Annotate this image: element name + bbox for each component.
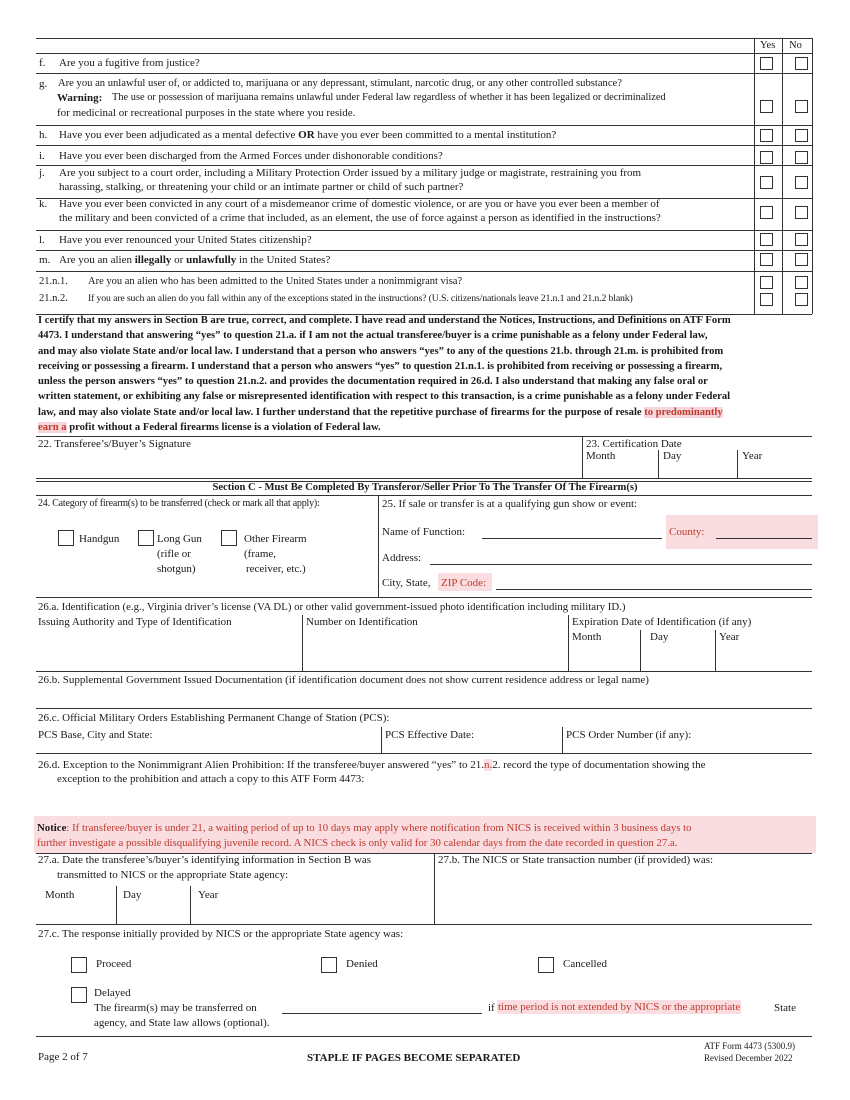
question-h-text-b: have you ever been committed to a mental institution? bbox=[317, 129, 557, 141]
question-g-no-checkbox[interactable] bbox=[795, 100, 808, 113]
question-m-text bbox=[59, 253, 330, 267]
question-g-warning-text: The use or possession of marijuana remains unlawful under Federal law regardless of whether it has been legalized or decriminalized bbox=[112, 92, 666, 103]
certification-date-month-label: Month bbox=[586, 450, 616, 462]
q26d-label-2: exception to the prohibition and attach a copy to this ATF Form 4473: bbox=[57, 773, 365, 785]
question-h-text bbox=[59, 128, 556, 142]
question-g-number: g. bbox=[39, 78, 48, 90]
certification-line: profit without a Federal firearms license is a violation of Federal law. bbox=[69, 422, 381, 434]
transfer-condition-text: agency, and State law allows (optional). bbox=[94, 1017, 270, 1029]
issuing-authority-label: Issuing Authority and Type of Identification bbox=[38, 616, 232, 628]
q26d-highlight: n. bbox=[484, 759, 493, 771]
question-f-yes-checkbox[interactable] bbox=[760, 57, 773, 70]
question-i-number: i. bbox=[39, 150, 45, 162]
q25-label: 25. If sale or transfer is at a qualifying gun show or event: bbox=[382, 498, 638, 510]
q26b-label: 26.b. Supplemental Government Issued Documentation (if identification document does not show current residence address or legal name) bbox=[38, 674, 649, 686]
transfer-state-text: State bbox=[774, 1002, 796, 1014]
question-n2-number: 21.n.2. bbox=[39, 293, 68, 304]
function-name-field[interactable] bbox=[482, 538, 662, 539]
other-firearm-sublabel: (frame, bbox=[244, 548, 277, 560]
question-f-number: f. bbox=[39, 57, 46, 69]
question-h-text-a: Have you ever been adjudicated as a mental defective bbox=[59, 129, 296, 141]
certification-line: unless the person answers “yes” to question 21.n.2. and provides the documentation required in 26.d. I also understand that making any false oral or bbox=[38, 376, 708, 388]
certification-date-year-label: Year bbox=[742, 450, 763, 462]
question-h-or: OR bbox=[298, 129, 315, 141]
signature-field[interactable] bbox=[36, 450, 581, 478]
question-j-no-checkbox[interactable] bbox=[795, 176, 808, 189]
notice-label: Notice bbox=[37, 822, 67, 834]
question-l-number: l. bbox=[39, 234, 45, 246]
id-number-label: Number on Identification bbox=[306, 616, 418, 628]
question-n1-yes-checkbox[interactable] bbox=[760, 276, 773, 289]
handgun-label: Handgun bbox=[79, 533, 120, 545]
question-f-no-checkbox[interactable] bbox=[795, 57, 808, 70]
transfer-date-text: The firearm(s) may be transferred on bbox=[94, 1002, 257, 1014]
transfer-highlight-text: time period is not extended by NICS or the appropriate bbox=[498, 1001, 741, 1013]
question-i-yes-checkbox[interactable] bbox=[760, 151, 773, 164]
pcs-effective-label: PCS Effective Date: bbox=[385, 729, 474, 741]
question-m-or: or bbox=[174, 254, 184, 266]
question-n2-text: If you are such an alien do you fall within any of the exceptions stated in the instructions? (U.S. citizens/nationals leave 21.n.1 and 21.n.2 blank) bbox=[88, 293, 633, 304]
certification-highlight: to predominantly bbox=[644, 406, 723, 418]
question-n2-yes-checkbox[interactable] bbox=[760, 293, 773, 306]
question-m-no-checkbox[interactable] bbox=[795, 253, 808, 266]
long-gun-sublabel: (rifle or bbox=[157, 548, 191, 560]
proceed-checkbox[interactable] bbox=[71, 957, 87, 973]
long-gun-label: Long Gun bbox=[157, 533, 202, 545]
certification-date-label: 23. Certification Date bbox=[586, 438, 682, 450]
cancelled-label: Cancelled bbox=[563, 958, 607, 970]
transfer-date-field[interactable] bbox=[282, 1013, 482, 1014]
yes-header: Yes bbox=[760, 40, 776, 51]
city-state-zip-field[interactable] bbox=[496, 589, 812, 590]
question-m-unlawfully: unlawfully bbox=[186, 254, 237, 266]
staple-notice: STAPLE IF PAGES BECOME SEPARATED bbox=[307, 1052, 521, 1064]
question-n1-no-checkbox[interactable] bbox=[795, 276, 808, 289]
question-m-text-b: in the United States? bbox=[238, 254, 331, 266]
notice-line-2: further investigate a possible disqualifying juvenile record. A NICS check is only valid for 30 calendar days from the date recorded in question 27.a. bbox=[37, 837, 678, 849]
question-i-text: Have you ever been discharged from the Armed Forces under dishonorable conditions? bbox=[59, 150, 443, 162]
question-m-number: m. bbox=[39, 254, 51, 266]
form-number: ATF Form 4473 (5300.9) bbox=[704, 1041, 796, 1051]
q27a-label: 27.a. Date the transferee’s/buyer’s identifying information in Section B was bbox=[38, 854, 372, 866]
transfer-if-text: if bbox=[488, 1002, 495, 1014]
county-field[interactable] bbox=[716, 538, 812, 539]
cancelled-checkbox[interactable] bbox=[538, 957, 554, 973]
question-g-text: Are you an unlawful user of, or addicted to, marijuana or any depressant, stimulant, narcotic drug, or any other controlled substance? bbox=[58, 78, 622, 89]
certification-line: and may also violate State and/or local law. I understand that a person who answers “yes” to any of the questions 21.b. through 21.m. is prohibited from bbox=[38, 345, 724, 357]
delayed-checkbox[interactable] bbox=[71, 987, 87, 1003]
page-number: Page 2 of 7 bbox=[38, 1051, 88, 1063]
expiration-label: Expiration Date of Identification (if any) bbox=[572, 616, 752, 628]
q27a-day-label: Day bbox=[123, 889, 142, 901]
q26d-text-b: 2. record the type of documentation showing the bbox=[492, 759, 706, 771]
question-k-text-2: the military and been convicted of a crime that included, as an element, the use of force against a person as identified in the instructions? bbox=[59, 212, 661, 224]
q26d-label bbox=[38, 758, 705, 772]
section-c-title: Section C - Must Be Completed By Transferor/Seller Prior To The Transfer Of The Firearm(s) bbox=[212, 482, 638, 493]
other-firearm-label: Other Firearm bbox=[244, 533, 307, 545]
q27a-year-label: Year bbox=[198, 889, 219, 901]
notice-text: : If transferee/buyer is under 21, a waiting period of up to 10 days may apply where notification from NICS is received within 3 business days to bbox=[66, 822, 692, 834]
question-j-yes-checkbox[interactable] bbox=[760, 176, 773, 189]
certification-line: receiving or possessing a firearm. I understand that a person who answers “yes” to question 21.n.1. is prohibited from receiving or possessing a firearm, bbox=[38, 360, 723, 372]
denied-checkbox[interactable] bbox=[321, 957, 337, 973]
certification-highlight: earn a bbox=[38, 422, 67, 434]
revision-date: Revised December 2022 bbox=[704, 1053, 793, 1063]
pcs-order-label: PCS Order Number (if any): bbox=[566, 729, 692, 741]
proceed-label: Proceed bbox=[96, 958, 132, 970]
question-i-no-checkbox[interactable] bbox=[795, 151, 808, 164]
question-k-text: Have you ever been convicted in any court of a misdemeanor crime of domestic violence, or are you or have you ever been a member of bbox=[59, 198, 660, 210]
other-firearm-sublabel-2: receiver, etc.) bbox=[246, 563, 306, 575]
certification-line: I certify that my answers in Section B are true, correct, and complete. I have read and understand the Notices, Instructions, and Definitions on ATF Form bbox=[38, 315, 731, 326]
zip-label: ZIP Code: bbox=[441, 577, 487, 589]
question-l-yes-checkbox[interactable] bbox=[760, 233, 773, 246]
expiration-month-label: Month bbox=[572, 631, 602, 643]
question-k-number: k. bbox=[39, 198, 48, 210]
certification-line: 4473. I understand that answering “yes” to question 21.a. if I am not the actual transferee/buyer is a crime punishable as a felony under Federal law, bbox=[38, 330, 708, 342]
question-j-text-2: harassing, stalking, or threatening your child or an intimate partner or child of such partner? bbox=[59, 181, 464, 193]
q27b-label: 27.b. The NICS or State transaction number (if provided) was: bbox=[438, 854, 714, 866]
q27a-month-label: Month bbox=[45, 889, 75, 901]
certification-date-day-label: Day bbox=[663, 450, 682, 462]
pcs-base-label: PCS Base, City and State: bbox=[38, 729, 153, 741]
question-m-illegally: illegally bbox=[134, 254, 172, 266]
long-gun-checkbox[interactable] bbox=[138, 530, 154, 546]
no-header: No bbox=[789, 40, 802, 51]
expiration-year-label: Year bbox=[719, 631, 740, 643]
question-h-no-checkbox[interactable] bbox=[795, 129, 808, 142]
function-name-label: Name of Function: bbox=[382, 526, 466, 538]
q26c-label: 26.c. Official Military Orders Establishing Permanent Change of Station (PCS): bbox=[38, 712, 390, 724]
q24-label: 24. Category of firearm(s) to be transferred (check or mark all that apply): bbox=[38, 498, 320, 509]
denied-label: Denied bbox=[346, 958, 378, 970]
long-gun-sublabel-2: shotgun) bbox=[157, 563, 196, 575]
question-g-warning-label: Warning: bbox=[57, 92, 103, 104]
expiration-day-label: Day bbox=[650, 631, 669, 643]
question-h-number: h. bbox=[39, 129, 48, 141]
question-k-yes-checkbox[interactable] bbox=[760, 206, 773, 219]
question-g-warning-text-2: for medicinal or recreational purposes in the state where you reside. bbox=[57, 107, 356, 119]
question-m-yes-checkbox[interactable] bbox=[760, 253, 773, 266]
q27c-label: 27.c. The response initially provided by NICS or the appropriate State agency was: bbox=[38, 928, 404, 940]
county-label: County: bbox=[669, 526, 705, 538]
address-field[interactable] bbox=[430, 564, 812, 565]
certification-text bbox=[38, 313, 814, 435]
city-state-label: City, State, bbox=[382, 577, 431, 589]
certification-line: written statement, or exhibiting any false or misrepresented identification with respect to this transaction, is a crime punishable as a felony under Federal bbox=[38, 391, 731, 403]
handgun-checkbox[interactable] bbox=[58, 530, 74, 546]
certification-line: law, and may also violate State and/or local law. I further understand that the repetitive purchase of firearms for the purpose of resale bbox=[38, 406, 642, 418]
question-f-text: Are you a fugitive from justice? bbox=[59, 57, 200, 69]
question-h-yes-checkbox[interactable] bbox=[760, 129, 773, 142]
notice-line bbox=[37, 821, 692, 835]
question-j-number: j. bbox=[39, 167, 45, 179]
question-g-yes-checkbox[interactable] bbox=[760, 100, 773, 113]
question-j-text: Are you subject to a court order, including a Military Protection Order issued by a military judge or magistrate, restraining you from bbox=[59, 167, 642, 179]
q27a-label-2: transmitted to NICS or the appropriate State agency: bbox=[57, 869, 289, 881]
question-l-text: Have you ever renounced your United States citizenship? bbox=[59, 234, 312, 246]
q26d-text-a: 26.d. Exception to the Nonimmigrant Alien Prohibition: If the transferee/buyer answered “yes” to 21. bbox=[38, 759, 484, 771]
q26a-label: 26.a. Identification (e.g., Virginia driver’s license (VA DL) or other valid government-issued photo identification including military ID.) bbox=[38, 601, 626, 613]
signature-label: 22. Transferee’s/Buyer’s Signature bbox=[38, 438, 191, 450]
question-k-no-checkbox[interactable] bbox=[795, 206, 808, 219]
question-n2-no-checkbox[interactable] bbox=[795, 293, 808, 306]
address-label: Address: bbox=[382, 552, 422, 564]
question-m-text-a: Are you an alien bbox=[59, 254, 132, 266]
other-firearm-checkbox[interactable] bbox=[221, 530, 237, 546]
question-l-no-checkbox[interactable] bbox=[795, 233, 808, 246]
question-n1-number: 21.n.1. bbox=[39, 276, 68, 287]
question-n1-text: Are you an alien who has been admitted to the United States under a nonimmigrant visa? bbox=[88, 276, 463, 287]
delayed-label: Delayed bbox=[94, 987, 131, 999]
